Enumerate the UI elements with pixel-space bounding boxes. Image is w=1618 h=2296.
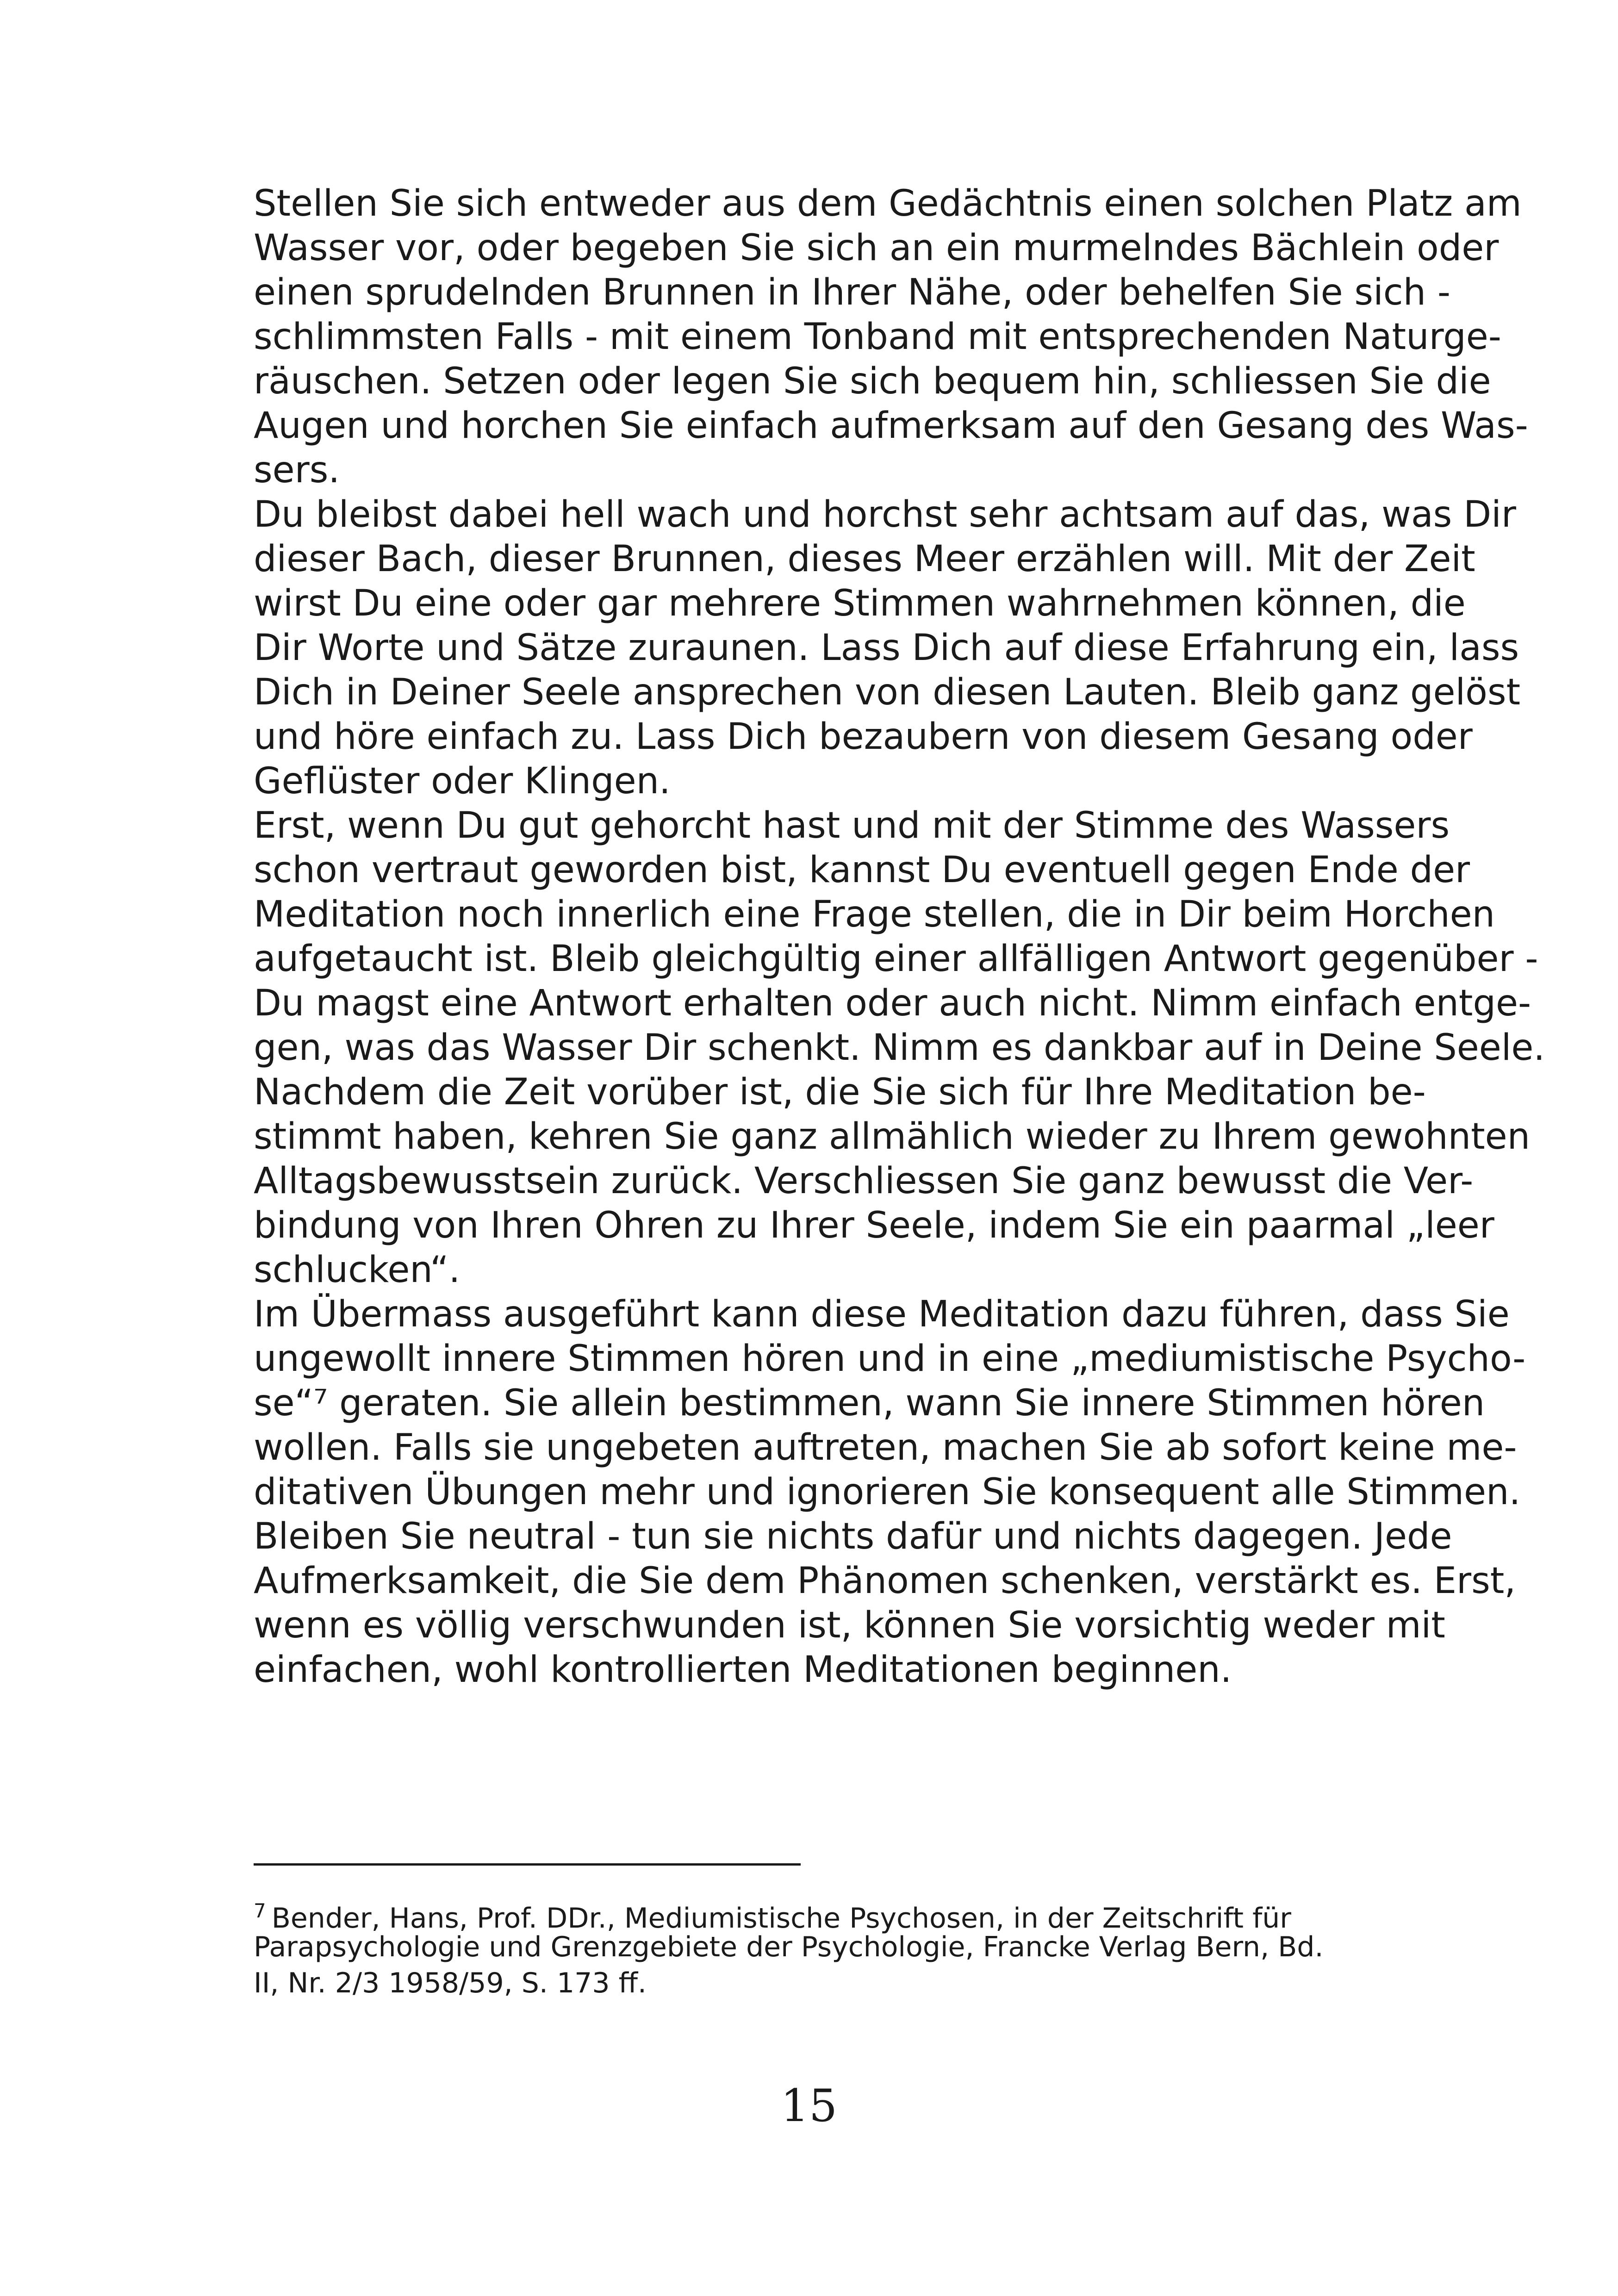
text-line: wollen. Falls sie ungebeten auftreten, machen Sie ab sofort keine me-: [254, 1427, 1517, 1468]
text-line: Nachdem die Zeit vorüber ist, die Sie sich für Ihre Meditation be-: [254, 1071, 1426, 1113]
text-line: Bleiben Sie neutral - tun sie nichts dafür und nichts dagegen. Jede: [254, 1516, 1452, 1557]
text-line: Stellen Sie sich entweder aus dem Gedächtnis einen solchen Platz am: [254, 183, 1522, 224]
text-line: Geflüster oder Klingen.: [254, 760, 671, 802]
text-line: einfachen, wohl kontrollierten Meditationen beginnen.: [254, 1649, 1232, 1691]
text-line: räuschen. Setzen oder legen Sie sich bequem hin, schliessen Sie die: [254, 361, 1491, 402]
text-line: Erst, wenn Du gut gehorcht hast und mit der Stimme des Wassers: [254, 805, 1450, 846]
text-line: se“⁷ geraten. Sie allein bestimmen, wann Sie innere Stimmen hören: [254, 1382, 1485, 1424]
text-line: schon vertraut geworden bist, kannst Du eventuell gegen Ende der: [254, 849, 1470, 891]
footnote-text: Bender, Hans, Prof. DDr., Mediumistische Psychosen, in der Zeitschrift für: [271, 1902, 1291, 1935]
footnote-line: II, Nr. 2/3 1958/59, S. 173 ff.: [254, 1967, 647, 1999]
text-line: Du magst eine Antwort erhalten oder auch nicht. Nimm einfach entge-: [254, 983, 1531, 1024]
text-line: Dir Worte und Sätze zuraunen. Lass Dich auf diese Erfahrung ein, lass: [254, 627, 1519, 669]
text-line: stimmt haben, kehren Sie ganz allmählich wieder zu Ihrem gewohnten: [254, 1116, 1531, 1157]
text-line: Meditation noch innerlich eine Frage stellen, die in Dir beim Horchen: [254, 894, 1495, 935]
text-line: schlimmsten Falls - mit einem Tonband mit entsprechenden Naturge-: [254, 316, 1501, 358]
text-line: gen, was das Wasser Dir schenkt. Nimm es dankbar auf in Deine Seele.: [254, 1027, 1545, 1069]
footnote: [254, 1893, 1401, 2001]
text-line: Augen und horchen Sie einfach aufmerksam auf den Gesang des Was-: [254, 405, 1528, 447]
text-line: einen sprudelnden Brunnen in Ihrer Nähe, oder behelfen Sie sich -: [254, 272, 1450, 313]
text-line: Wasser vor, oder begeben Sie sich an ein murmelndes Bächlein oder: [254, 227, 1499, 269]
footnote-line: [254, 1893, 1401, 1935]
text-line: sers.: [254, 449, 340, 491]
text-line: wenn es völlig verschwunden ist, können Sie vorsichtig weder mit: [254, 1605, 1445, 1646]
text-line: wirst Du eine oder gar mehrere Stimmen wahrnehmen können, die: [254, 583, 1466, 624]
text-line: und höre einfach zu. Lass Dich bezaubern von diesem Gesang oder: [254, 716, 1473, 758]
text-line: bindung von Ihren Ohren zu Ihrer Seele, indem Sie ein paarmal „leer: [254, 1205, 1494, 1246]
footnote-marker: 7: [254, 1899, 266, 1922]
footnote-divider: [254, 1863, 801, 1866]
text-line: Dich in Deiner Seele ansprechen von diesen Lauten. Bleib ganz gelöst: [254, 672, 1521, 713]
text-line: Alltagsbewusstsein zurück. Verschliessen Sie ganz bewusst die Ver-: [254, 1160, 1474, 1202]
text-line: Im Übermass ausgeführt kann diese Meditation dazu führen, dass Sie: [254, 1294, 1510, 1335]
main-text: [254, 181, 1545, 1692]
text-line: ungewollt innere Stimmen hören und in eine „mediumistische Psycho-: [254, 1338, 1526, 1380]
text-line: aufgetaucht ist. Bleib gleichgültig einer allfälligen Antwort gegenüber -: [254, 938, 1538, 980]
text-line: ditativen Übungen mehr und ignorieren Sie konsequent alle Stimmen.: [254, 1471, 1521, 1513]
page-number: 15: [780, 2080, 838, 2132]
text-line: dieser Bach, dieser Brunnen, dieses Meer erzählen will. Mit der Zeit: [254, 538, 1475, 580]
text-line: Aufmerksamkeit, die Sie dem Phänomen schenken, verstärkt es. Erst,: [254, 1560, 1516, 1602]
footnote-line: Parapsychologie und Grenzgebiete der Psychologie, Francke Verlag Bern, Bd.: [254, 1931, 1324, 1963]
text-line: Du bleibst dabei hell wach und horchst sehr achtsam auf das, was Dir: [254, 494, 1516, 535]
text-line: schlucken“.: [254, 1249, 461, 1291]
